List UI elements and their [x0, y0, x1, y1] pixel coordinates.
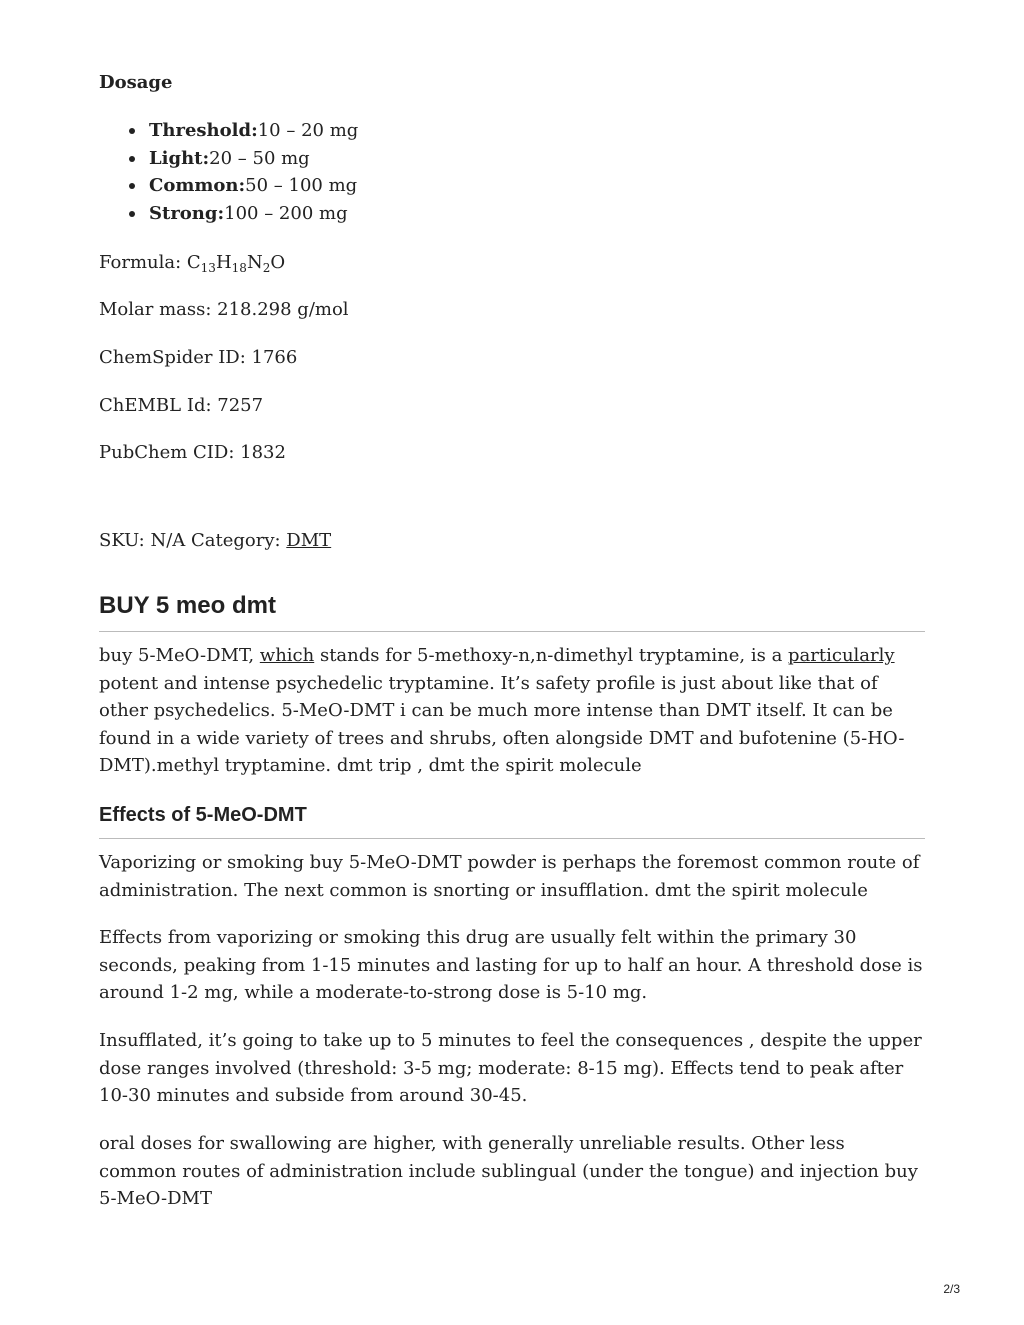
paragraph: Effects from vaporizing or smoking this drug are usually felt within the primary 30 seconds, peaking from 1-15 minutes and lasting for up to half an hour. A threshold dose is around 1-2 mg, while a moderate-to-strong dose is 5-10 mg. [99, 927, 923, 1004]
dose-label: Threshold: [149, 120, 258, 141]
formula-line [99, 249, 285, 277]
formula-c-count: 13 [200, 261, 216, 275]
formula-n-count: 2 [262, 261, 271, 275]
particularly-link[interactable]: particularly [788, 645, 895, 666]
formula-c: C [186, 252, 201, 273]
dosage-list [99, 117, 358, 228]
paragraph: oral doses for swallowing are higher, with generally unreliable results. Other less common routes of administration include sublingual (under the tongue) and injection buy 5-MeO-DMT [99, 1133, 918, 1210]
chemspider-id: ChemSpider ID: 1766 [99, 347, 298, 368]
dose-value: 100 – 200 mg [224, 203, 348, 225]
formula-n: N [246, 252, 263, 273]
section-divider [99, 631, 925, 632]
product-meta [99, 527, 331, 555]
dosage-heading: Dosage [99, 72, 173, 93]
which-link[interactable]: which [259, 645, 315, 666]
category-link[interactable]: DMT [286, 530, 332, 551]
list-item [149, 145, 358, 173]
subsection-title: Effects of 5-MeO-DMT [99, 804, 307, 826]
sku-text: SKU: N/A Category: [99, 530, 287, 551]
list-item [149, 172, 358, 200]
dose-label: Common: [149, 175, 246, 197]
intro-text: potent and intense psychedelic tryptamine. It’s safety profile is just about like that of other psychedelics. 5-MeO-DMT i can be much more intense than DMT itself. It can be found in a wide variety of trees and shrubs, often alongside DMT and bufotenine (5-HO-DMT).methyl tryptamine. dmt trip , dmt the spirit molecule [99, 672, 905, 777]
dose-label: Light: [149, 147, 210, 169]
dose-value: 50 – 100 mg [245, 175, 358, 197]
intro-text: stands for 5-methoxy-n,n-dimethyl tryptamine, is a [314, 645, 789, 666]
formula-prefix: Formula: [99, 252, 187, 273]
list-item [149, 200, 358, 228]
chembl-id: ChEMBL Id: 7257 [99, 395, 264, 416]
section-intro-paragraph [99, 642, 925, 780]
formula-h: H [215, 252, 232, 273]
dose-value: 20 – 50 mg [209, 147, 310, 169]
dose-label: Strong: [149, 203, 225, 225]
paragraph: Insufflated, it’s going to take up to 5 minutes to feel the consequences , despite the upper dose ranges involved (threshold: 3-5 mg; moderate: 8-15 mg). Effects tend to peak after 10-30 minutes and subside from around 30-45. [99, 1030, 922, 1107]
formula-o: O [270, 252, 286, 273]
intro-text: buy 5-MeO-DMT, [99, 645, 260, 666]
list-item [149, 117, 358, 145]
page-number: 2/3 [943, 1282, 960, 1296]
section-divider [99, 838, 925, 839]
pubchem-cid: PubChem CID: 1832 [99, 442, 286, 463]
section-title: BUY 5 meo dmt [99, 592, 276, 619]
formula-h-count: 18 [231, 261, 247, 275]
paragraph: Vaporizing or smoking buy 5-MeO-DMT powder is perhaps the foremost common route of administration. The next common is snorting or insufflation. dmt the spirit molecule [99, 852, 920, 901]
dose-value: 10 – 20 mg [257, 120, 359, 141]
molar-mass: Molar mass: 218.298 g/mol [99, 299, 349, 320]
